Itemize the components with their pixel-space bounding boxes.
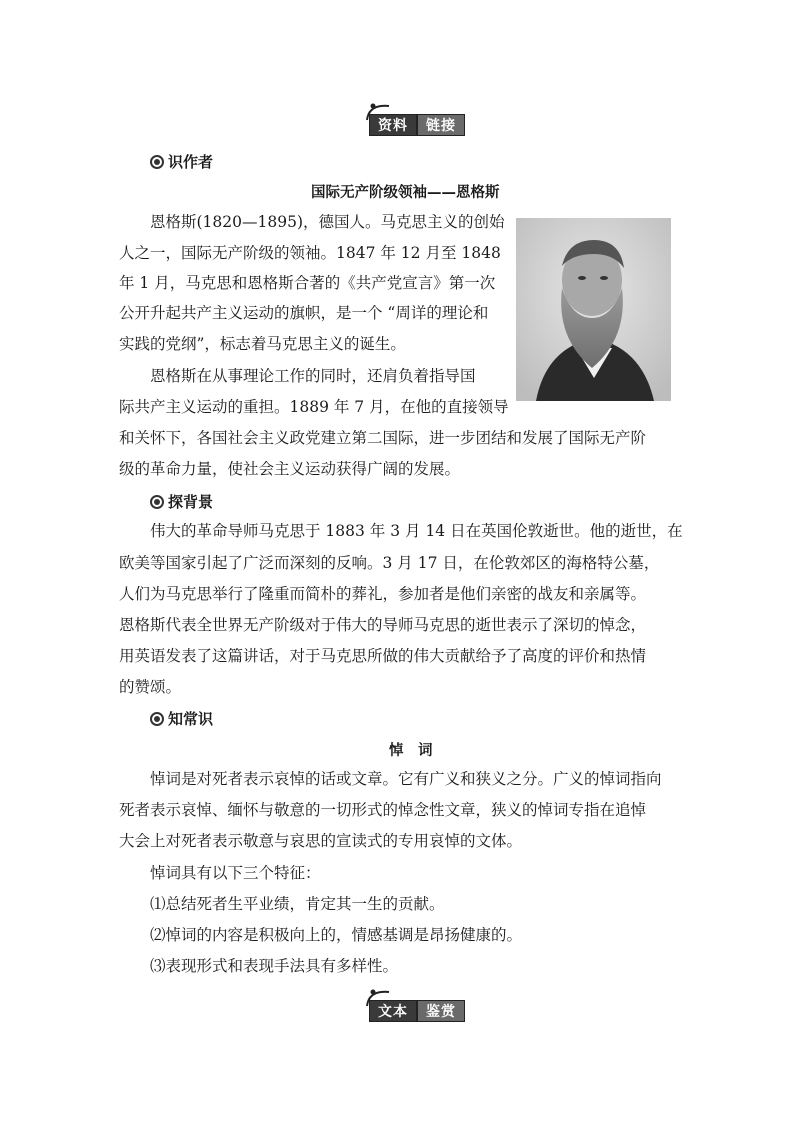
section-title-eulogy: 悼 词	[389, 743, 433, 759]
para1-line-1: 恩格斯(1820—1895)，德国人。马克思主义的创始	[150, 213, 505, 231]
section-heading-background	[150, 491, 213, 512]
banner-arc-icon	[365, 100, 399, 122]
para4-line-6: ⑵悼词的内容是积极向上的，情感基调是昂扬健康的。	[150, 926, 523, 944]
section-title-engels: 国际无产阶级领袖——恩格斯	[311, 185, 500, 201]
banner-label-right: 鉴赏	[417, 1000, 465, 1022]
para4-line-4: 悼词具有以下三个特征：	[150, 864, 321, 882]
para1-line-4: 公开升起共产主义运动的旗帜，是一个 “周详的理论和	[119, 304, 489, 322]
section-bullet-icon	[150, 712, 164, 726]
portrait-graphic	[516, 218, 671, 401]
para2-line-3: 和关怀下，各国社会主义政党建立第二国际，进一步团结和发展了国际无产阶	[119, 429, 647, 447]
section-heading-knowledge	[150, 708, 213, 729]
para3-line-2: 欧美等国家引起了广泛而深刻的反响。3 月 17 日，在伦敦郊区的海格特公墓，	[119, 554, 660, 572]
para3-line-6: 的赞颂。	[119, 678, 182, 696]
section-heading-label: 识作者	[168, 153, 214, 171]
engels-portrait-image	[516, 218, 671, 401]
para2-line-2: 际共产主义运动的重担。1889 年 7 月，在他的直接领导	[119, 398, 509, 416]
section-banner-top	[369, 114, 465, 136]
banner-label-left: 资料	[369, 114, 417, 136]
section-heading-label: 探背景	[168, 493, 214, 511]
para3-line-3: 人们为马克思举行了隆重而简朴的葬礼，参加者是他们亲密的战友和亲属等。	[119, 585, 647, 603]
para4-line-1: 悼词是对死者表示哀悼的话或文章。它有广义和狭义之分。广义的悼词指向	[150, 770, 662, 788]
banner-label-right: 链接	[417, 114, 465, 136]
para2-line-4: 级的革命力量，使社会主义运动获得广阔的发展。	[119, 460, 461, 478]
para4-line-3: 大会上对死者表示敬意与哀思的宣读式的专用哀悼的文体。	[119, 832, 523, 850]
para4-line-7: ⑶表现形式和表现手法具有多样性。	[150, 957, 399, 975]
para2-line-1: 恩格斯在从事理论工作的同时，还肩负着指导国	[150, 367, 476, 385]
banner-label-left: 文本	[369, 1000, 417, 1022]
section-bullet-icon	[150, 155, 164, 169]
para1-line-3: 年 1 月，马克思和恩格斯合著的《共产党宣言》第一次	[119, 274, 496, 292]
para4-line-2: 死者表示哀悼、缅怀与敬意的一切形式的悼念性文章，狭义的悼词专指在追悼	[119, 801, 647, 819]
section-heading-label: 知常识	[168, 710, 214, 728]
para3-line-4: 恩格斯代表全世界无产阶级对于伟大的导师马克思的逝世表示了深切的悼念，	[119, 616, 647, 634]
para3-line-5: 用英语发表了这篇讲话，对于马克思所做的伟大贡献给予了高度的评价和热情	[119, 647, 647, 665]
para3-line-1: 伟大的革命导师马克思于 1883 年 3 月 14 日在英国伦敦逝世。他的逝世，在	[150, 522, 683, 540]
banner-arc-icon	[365, 986, 399, 1008]
section-heading-author	[150, 151, 213, 172]
para1-line-5: 实践的党纲”，标志着马克思主义的诞生。	[119, 335, 406, 353]
section-bullet-icon	[150, 495, 164, 509]
para1-line-2: 人之一，国际无产阶级的领袖。1847 年 12 月至 1848	[119, 244, 501, 262]
para4-line-5: ⑴总结死者生平业绩，肯定其一生的贡献。	[150, 895, 445, 913]
section-banner-bottom	[369, 1000, 465, 1022]
